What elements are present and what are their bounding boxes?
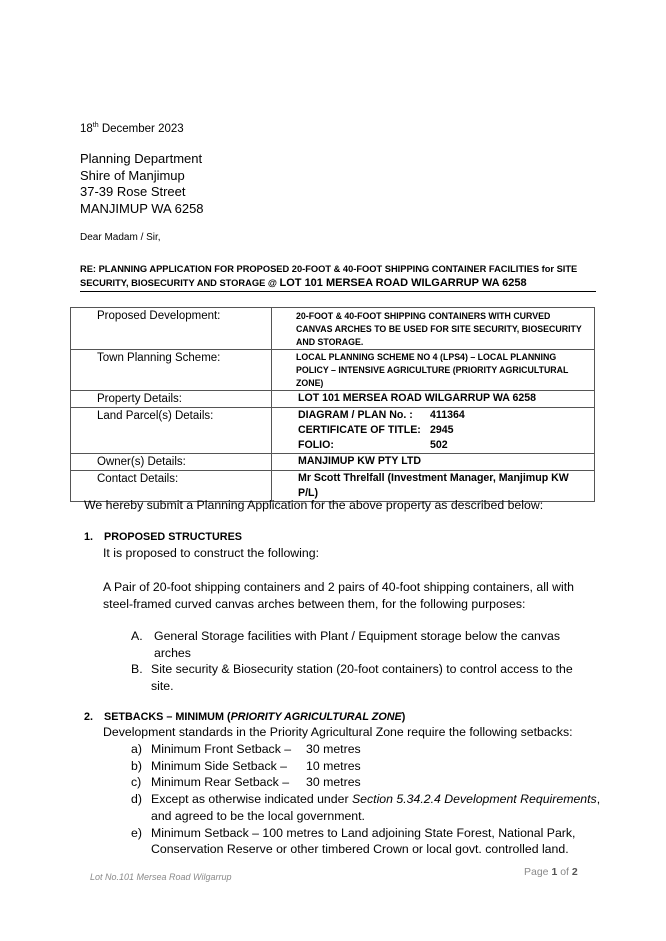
row-label: Town Planning Scheme: bbox=[71, 350, 272, 391]
list-item: d) Except as otherwise indicated under Section 5.34.2.4 Development Requirements, and agreed to be the local government. bbox=[131, 792, 601, 823]
list-item: A. General Storage facilities with Plant / Equipment storage below the canvas arches bbox=[131, 629, 561, 660]
table-row bbox=[71, 408, 595, 454]
address-line: 37-39 Rose Street bbox=[80, 184, 186, 199]
row-value: Mr Scott Threlfall (Investment Manager, Manjimup KW P/L) bbox=[272, 471, 595, 502]
address-line: Shire of Manjimup bbox=[80, 167, 185, 183]
list-item: b) Minimum Side Setback – 10 metres bbox=[131, 758, 361, 773]
salutation: Dear Madam / Sir, bbox=[80, 232, 161, 243]
table-row bbox=[71, 308, 595, 350]
row-value: LOCAL PLANNING SCHEME NO 4 (LPS4) – LOCAL PLANNING POLICY – INTENSIVE AGRICULTURE (PRIORITY AGRICULTURAL ZONE) bbox=[272, 350, 595, 391]
row-value: LOT 101 MERSEA ROAD WILGARRUP WA 6258 bbox=[272, 391, 595, 408]
footer-address: Lot No.101 Mersea Road Wilgarrup bbox=[90, 872, 232, 882]
details-table bbox=[70, 307, 595, 502]
row-label: Proposed Development: bbox=[71, 308, 272, 350]
intro-paragraph: We hereby submit a Planning Application for the above property as described below: bbox=[84, 498, 544, 512]
row-value: 20-FOOT & 40-FOOT SHIPPING CONTAINERS WITH CURVED CANVAS ARCHES TO BE USED FOR SITE SECURITY, BIOSECURITY AND STORAGE. bbox=[272, 308, 595, 350]
row-value: DIAGRAM / PLAN No. : 411364 CERTIFICATE OF TITLE: 2945 FOLIO: 502 bbox=[272, 408, 595, 454]
address-line: MANJIMUP WA 6258 bbox=[80, 200, 204, 216]
list-item: c) Minimum Rear Setback – 30 metres bbox=[131, 775, 361, 790]
subject-line: RE: PLANNING APPLICATION FOR PROPOSED 20-FOOT & 40-FOOT SHIPPING CONTAINER FACILITIES for SITE SECURITY, BIOSECURITY AND STORAGE @ LOT 101 MERSEA ROAD WILGARRUP WA 6258 bbox=[80, 262, 596, 292]
table-row bbox=[71, 471, 595, 502]
table-row bbox=[71, 350, 595, 391]
section-heading: 2. SETBACKS – MINIMUM (PRIORITY AGRICULTURAL ZONE) bbox=[84, 711, 406, 723]
letter-date: 18th December 2023 bbox=[80, 122, 184, 135]
paragraph: A Pair of 20-foot shipping containers and 2 pairs of 40-foot shipping containers, all with steel-framed curved canvas arches between them, for the following purposes: bbox=[103, 580, 574, 611]
list-item: B. Site security & Biosecurity station (20-foot containers) to control access to the site. bbox=[131, 662, 573, 693]
table-row bbox=[71, 391, 595, 408]
table-row bbox=[71, 454, 595, 471]
row-label: Owner(s) Details: bbox=[71, 454, 272, 471]
paragraph: It is proposed to construct the following: bbox=[103, 546, 319, 560]
list-item: e) Minimum Setback – 100 metres to Land adjoining State Forest, National Park, Conservation Reserve or other timbered Crown or local govt. controlled land. bbox=[131, 825, 576, 857]
recipient-address bbox=[80, 151, 204, 217]
row-label: Contact Details: bbox=[71, 471, 272, 502]
row-value: MANJIMUP KW PTY LTD bbox=[272, 454, 595, 471]
page-number: Page 1 of 2 bbox=[524, 866, 578, 878]
setback-list bbox=[131, 741, 601, 858]
row-label: Property Details: bbox=[71, 391, 272, 408]
section-heading: 1. PROPOSED STRUCTURES bbox=[84, 531, 242, 543]
paragraph: Development standards in the Priority Agricultural Zone require the following setbacks: bbox=[103, 725, 573, 739]
list-item: a) Minimum Front Setback – 30 metres bbox=[131, 742, 361, 756]
address-line: Planning Department bbox=[80, 151, 203, 166]
row-label: Land Parcel(s) Details: bbox=[71, 408, 272, 454]
